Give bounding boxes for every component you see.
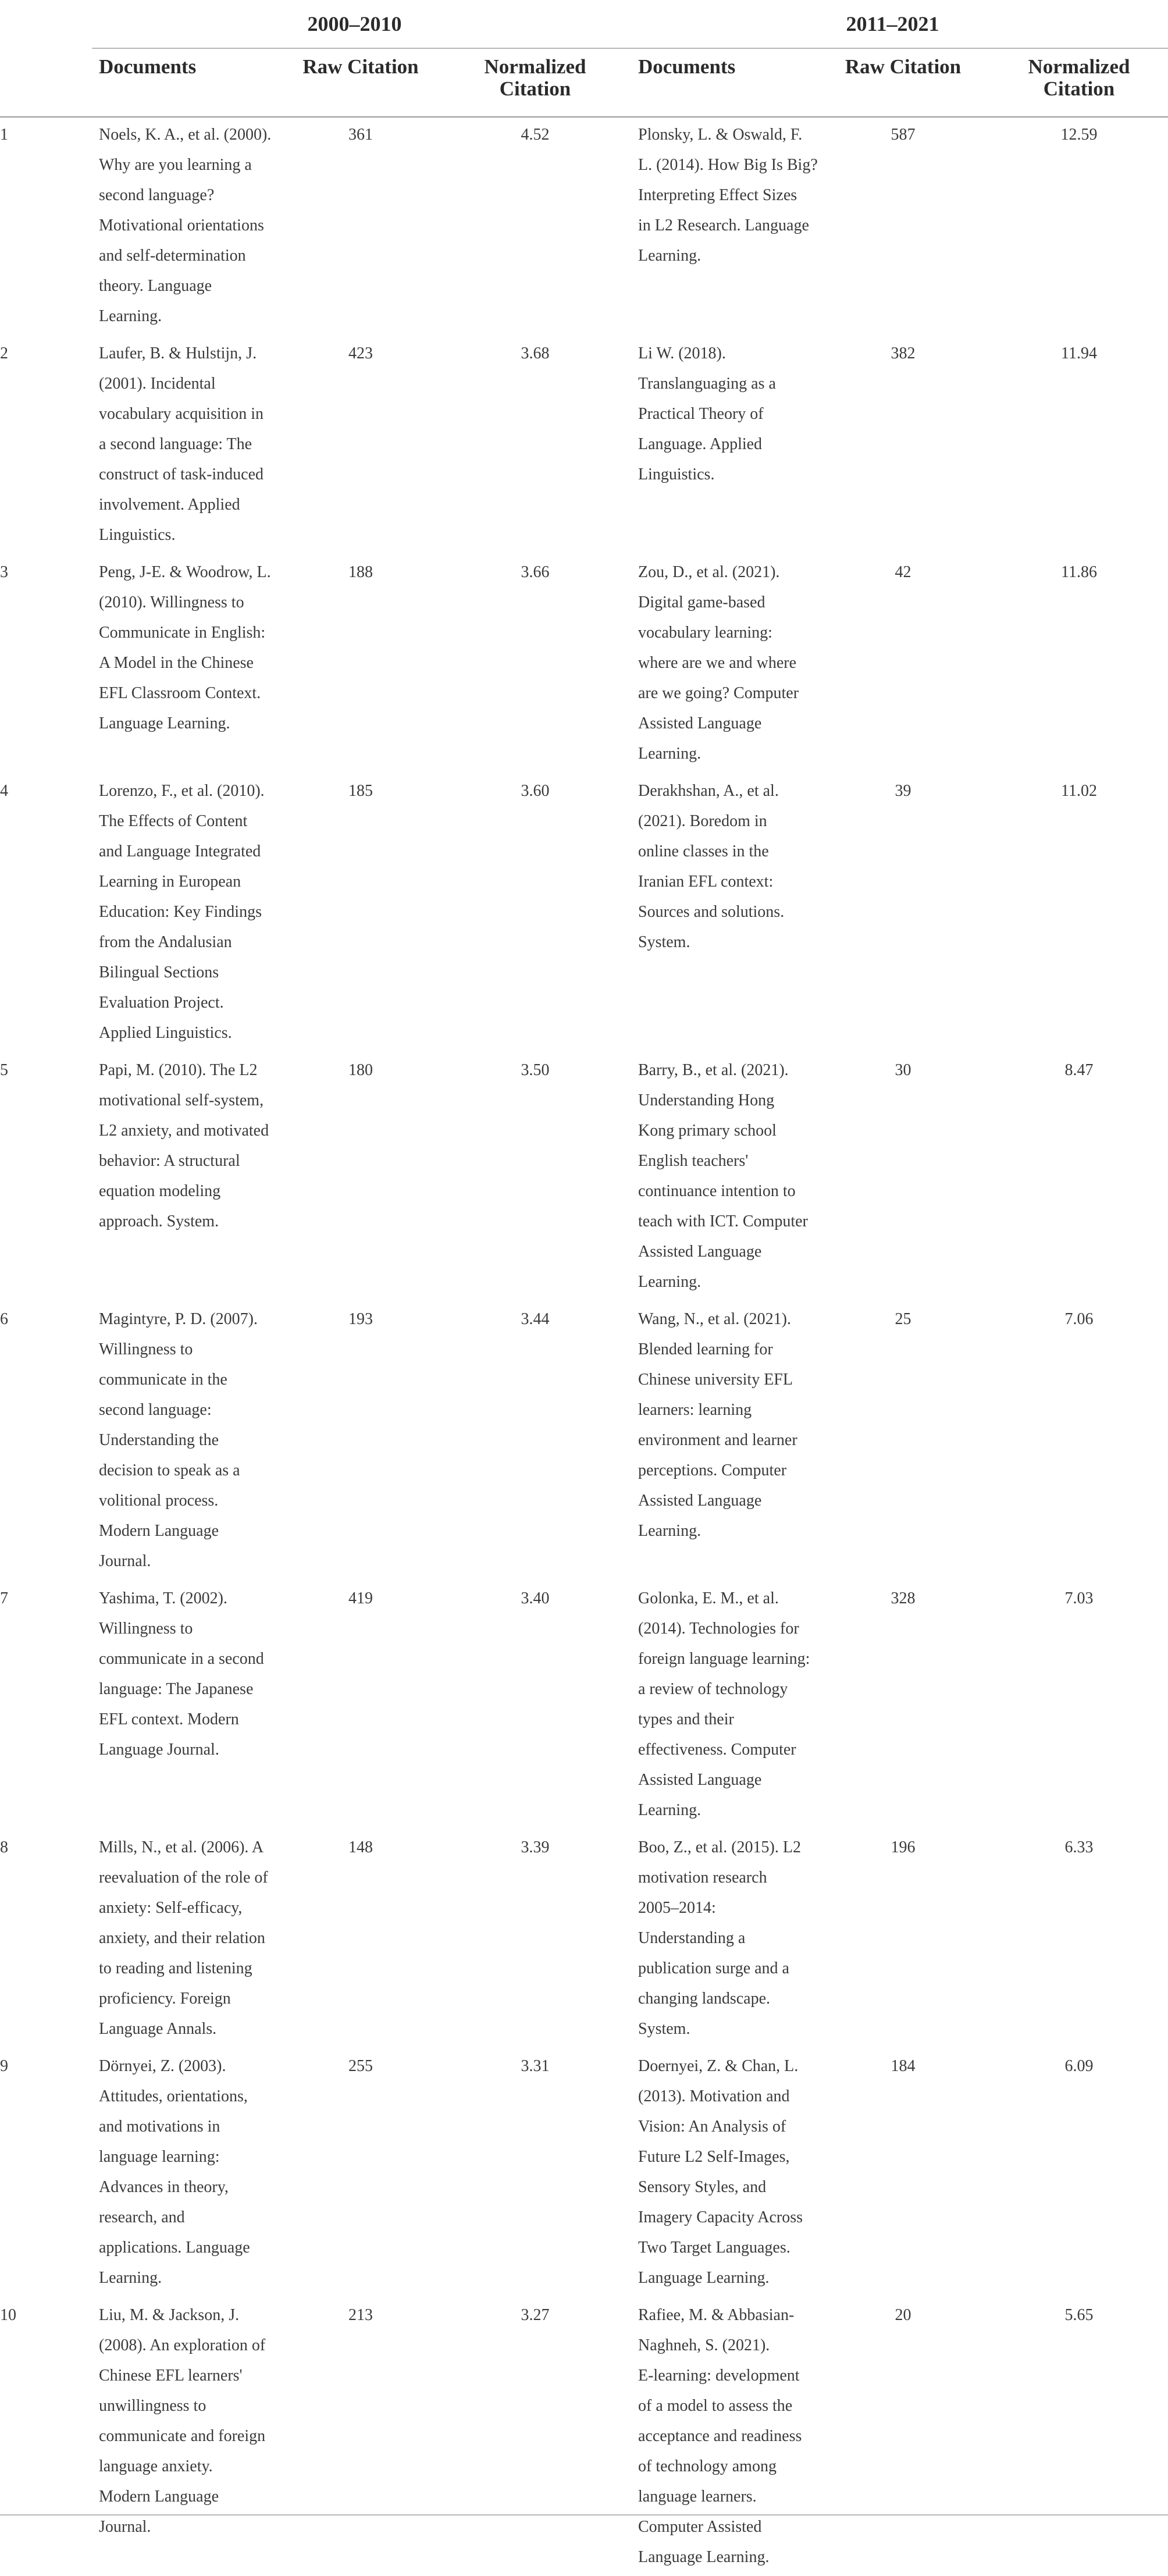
normalized-citation-cell-2011-2021: 5.65 [1064, 2306, 1094, 2324]
document-line: equation modeling [99, 1182, 221, 1200]
group-header-2011-2021: 2011–2021 [617, 0, 1168, 49]
table-bottom-rule [0, 2514, 1168, 2515]
document-line: Derakhshan, A., et al. [638, 782, 779, 800]
document-line: Two Target Languages. [638, 2239, 790, 2257]
document-line: volitional process. [99, 1492, 219, 1510]
document-line: Future L2 Self-Images, [638, 2148, 790, 2166]
table-row [0, 773, 1168, 1052]
document-line: Practical Theory of [638, 405, 764, 423]
document-line: anxiety, and their relation [99, 1929, 265, 1947]
document-line: Noels, K. A., et al. (2000). [99, 126, 272, 144]
document-line: of a model to assess the [638, 2397, 793, 2415]
document-line: System. [638, 933, 690, 951]
document-line: Language. Applied [638, 435, 763, 453]
document-line: language learning: [99, 2148, 220, 2166]
document-line: Attitudes, orientations, [99, 2087, 248, 2105]
document-line: applications. Language [99, 2239, 250, 2257]
table-row [0, 116, 1168, 335]
document-line: Doernyei, Z. & Chan, L. [638, 2057, 799, 2075]
document-line: (2010). Willingness to [99, 593, 244, 611]
document-cell-2000-2010 [99, 557, 302, 739]
normalized-citation-cell-2000-2010: 4.52 [521, 126, 550, 144]
normalized-citation-cell-2000-2010: 3.31 [521, 2057, 550, 2075]
document-cell-2000-2010 [99, 2300, 302, 2542]
document-line: acceptance and readiness [638, 2427, 802, 2445]
document-line: perceptions. Computer [638, 1461, 787, 1479]
document-line: Why are you learning a [99, 156, 252, 174]
document-line: language learners. [638, 2488, 757, 2506]
document-line: vocabulary learning: [638, 624, 772, 642]
document-line: foreign language learning: [638, 1650, 810, 1668]
document-line: Language Learning. [638, 2269, 770, 2287]
col-raw-left: Raw Citation [302, 55, 419, 78]
document-cell-2000-2010 [99, 2051, 302, 2293]
document-line: Translanguaging as a [638, 375, 776, 393]
document-cell-2011-2021 [638, 339, 830, 490]
document-line: approach. System. [99, 1212, 219, 1230]
document-line: Blended learning for [638, 1340, 773, 1358]
col-documents-right: Documents [638, 55, 736, 78]
normalized-citation-cell-2000-2010: 3.39 [521, 1838, 550, 1856]
document-line: proficiency. Foreign [99, 1990, 231, 2008]
document-line: motivational self-system, [99, 1091, 264, 1109]
document-line: Language Learning. [99, 714, 230, 732]
document-cell-2000-2010 [99, 339, 302, 550]
document-line: L2 anxiety, and motivated [99, 1122, 269, 1140]
document-line: Barry, B., et al. (2021). [638, 1061, 789, 1079]
document-line: Computer Assisted [638, 2518, 762, 2536]
document-line: Motivational orientations [99, 216, 264, 234]
document-line: communicate in a second [99, 1650, 264, 1668]
raw-citation-cell-2000-2010: 423 [348, 344, 373, 362]
document-line: involvement. Applied [99, 496, 240, 514]
document-line: Education: Key Findings [99, 903, 262, 921]
document-line: A Model in the Chinese [99, 654, 254, 672]
table-row [0, 1829, 1168, 2048]
document-line: The Effects of Content [99, 812, 248, 830]
table-row [0, 1301, 1168, 1580]
rank-cell: 6 [0, 1310, 8, 1328]
document-line: 2005–2014: [638, 1899, 716, 1917]
normalized-citation-cell-2011-2021: 6.33 [1064, 1838, 1094, 1856]
rank-cell: 8 [0, 1838, 8, 1856]
document-line: Wang, N., et al. (2021). [638, 1310, 791, 1328]
document-line: Li W. (2018). [638, 344, 726, 362]
document-line: Journal. [99, 2518, 151, 2536]
normalized-citation-cell-2011-2021: 12.59 [1060, 126, 1098, 144]
document-line: vocabulary acquisition in [99, 405, 264, 423]
document-line: Sensory Styles, and [638, 2178, 767, 2196]
column-header-row [0, 48, 1168, 118]
document-cell-2011-2021 [638, 1304, 830, 1546]
document-cell-2011-2021 [638, 2300, 830, 2573]
document-line: Yashima, T. (2002). [99, 1589, 227, 1607]
document-cell-2011-2021 [638, 1055, 830, 1297]
normalized-citation-cell-2011-2021: 11.86 [1061, 563, 1097, 581]
document-line: Golonka, E. M., et al. [638, 1589, 779, 1607]
rank-cell: 1 [0, 126, 8, 144]
document-cell-2000-2010 [99, 1304, 302, 1577]
document-line: a review of technology [638, 1680, 788, 1698]
document-line: Learning. [99, 2269, 162, 2287]
document-line: Zou, D., et al. (2021). [638, 563, 780, 581]
document-line: reevaluation of the role of [99, 1869, 268, 1887]
document-line: and motivations in [99, 2118, 220, 2136]
normalized-citation-cell-2000-2010: 3.66 [521, 563, 550, 581]
document-line: (2013). Motivation and [638, 2087, 790, 2105]
document-line: English teachers' [638, 1152, 749, 1170]
table-body [0, 116, 1168, 2576]
document-line: where are we and where [638, 654, 797, 672]
document-line: System. [638, 2020, 690, 2038]
raw-citation-cell-2011-2021: 196 [891, 1838, 916, 1856]
document-line: language: The Japanese [99, 1680, 254, 1698]
document-line: Naghneh, S. (2021). [638, 2336, 770, 2354]
normalized-citation-cell-2011-2021: 8.47 [1064, 1061, 1094, 1079]
document-line: (2021). Boredom in [638, 812, 767, 830]
document-line: Willingness to [99, 1620, 193, 1638]
document-line: continuance intention to [638, 1182, 796, 1200]
document-line: Linguistics. [99, 526, 176, 544]
normalized-citation-cell-2000-2010: 3.44 [521, 1310, 550, 1328]
normalized-citation-cell-2011-2021: 11.02 [1061, 782, 1097, 800]
document-line: Chinese EFL learners' [99, 2367, 243, 2385]
document-line: Liu, M. & Jackson, J. [99, 2306, 240, 2324]
document-line: anxiety: Self-efficacy, [99, 1899, 243, 1917]
normalized-citation-cell-2000-2010: 3.68 [521, 344, 550, 362]
col-raw-right: Raw Citation [845, 55, 962, 78]
raw-citation-cell-2011-2021: 42 [895, 563, 911, 581]
document-line: Journal. [99, 1552, 151, 1570]
document-line: decision to speak as a [99, 1461, 240, 1479]
document-line: publication surge and a [638, 1959, 789, 1977]
raw-citation-cell-2011-2021: 382 [891, 344, 916, 362]
raw-citation-cell-2011-2021: 25 [895, 1310, 911, 1328]
document-line: Modern Language [99, 1522, 219, 1540]
table-row [0, 554, 1168, 773]
raw-citation-cell-2011-2021: 587 [891, 126, 916, 144]
rank-cell: 10 [0, 2306, 16, 2324]
document-line: a second language: The [99, 435, 252, 453]
rank-cell: 9 [0, 2057, 8, 2075]
document-line: Language Journal. [99, 1741, 219, 1759]
document-cell-2011-2021 [638, 1584, 830, 1826]
document-line: Papi, M. (2010). The L2 [99, 1061, 258, 1079]
document-cell-2011-2021 [638, 557, 830, 769]
normalized-citation-cell-2000-2010: 3.27 [521, 2306, 550, 2324]
document-cell-2011-2021 [638, 776, 830, 958]
document-line: (2014). Technologies for [638, 1620, 799, 1638]
document-line: from the Andalusian [99, 933, 232, 951]
rank-cell: 5 [0, 1061, 8, 1079]
document-line: Learning. [638, 745, 701, 763]
document-line: Plonsky, L. & Oswald, F. [638, 126, 803, 144]
document-line: Language Annals. [99, 2020, 217, 2038]
document-line: communicate in the [99, 1371, 227, 1389]
normalized-citation-cell-2000-2010: 3.60 [521, 782, 550, 800]
document-line: Peng, J-E. & Woodrow, L. [99, 563, 271, 581]
document-line: Communicate in English: [99, 624, 266, 642]
document-line: theory. Language [99, 277, 212, 295]
document-line: Modern Language [99, 2488, 219, 2506]
raw-citation-cell-2000-2010: 193 [348, 1310, 373, 1328]
document-cell-2000-2010 [99, 120, 302, 332]
document-cell-2000-2010 [99, 1833, 302, 2044]
table-row [0, 2048, 1168, 2297]
rank-cell: 4 [0, 782, 8, 800]
document-line: L. (2014). How Big Is Big? [638, 156, 818, 174]
normalized-citation-cell-2000-2010: 3.50 [521, 1061, 550, 1079]
rank-cell: 3 [0, 563, 8, 581]
normalized-citation-cell-2011-2021: 6.09 [1064, 2057, 1094, 2075]
document-line: Assisted Language [638, 1771, 762, 1789]
document-line: Assisted Language [638, 1492, 762, 1510]
document-line: and Language Integrated [99, 842, 261, 860]
document-line: online classes in the [638, 842, 769, 860]
raw-citation-cell-2000-2010: 255 [348, 2057, 373, 2075]
document-line: EFL context. Modern [99, 1710, 239, 1728]
normalized-citation-cell-2011-2021: 7.03 [1064, 1589, 1094, 1607]
document-line: Willingness to [99, 1340, 193, 1358]
document-line: Rafiee, M. & Abbasian- [638, 2306, 795, 2324]
document-cell-2000-2010 [99, 1055, 302, 1237]
document-cell-2011-2021 [638, 2051, 830, 2293]
document-line: Sources and solutions. [638, 903, 785, 921]
document-line: behavior: A structural [99, 1152, 240, 1170]
document-line: Kong primary school [638, 1122, 777, 1140]
document-line: construct of task-induced [99, 465, 264, 483]
document-line: Assisted Language [638, 1243, 762, 1261]
group-header-2000-2010: 2000–2010 [92, 0, 617, 49]
document-cell-2011-2021 [638, 1833, 830, 2044]
document-line: to reading and listening [99, 1959, 252, 1977]
document-line: unwillingness to [99, 2397, 206, 2415]
normalized-citation-cell-2011-2021: 11.94 [1061, 344, 1097, 362]
document-line: E-learning: development [638, 2367, 800, 2385]
document-line: Mills, N., et al. (2006). A [99, 1838, 264, 1856]
document-line: Learning. [638, 1273, 701, 1291]
normalized-citation-cell-2011-2021: 7.06 [1064, 1310, 1094, 1328]
document-line: changing landscape. [638, 1990, 771, 2008]
raw-citation-cell-2000-2010: 148 [348, 1838, 373, 1856]
raw-citation-cell-2011-2021: 30 [895, 1061, 911, 1079]
document-cell-2011-2021 [638, 120, 830, 271]
document-line: environment and learner [638, 1431, 797, 1449]
document-line: research, and [99, 2208, 185, 2226]
document-line: Learning. [638, 247, 701, 265]
rank-cell: 2 [0, 344, 8, 362]
document-line: Imagery Capacity Across [638, 2208, 803, 2226]
table-row [0, 1052, 1168, 1301]
document-line: Magintyre, P. D. (2007). [99, 1310, 258, 1328]
document-line: (2008). An exploration of [99, 2336, 266, 2354]
document-line: Laufer, B. & Hulstijn, J. [99, 344, 257, 362]
raw-citation-cell-2000-2010: 213 [348, 2306, 373, 2324]
document-line: Vision: An Analysis of [638, 2118, 786, 2136]
document-line: second language: [99, 1401, 212, 1419]
raw-citation-cell-2011-2021: 39 [895, 782, 911, 800]
document-line: teach with ICT. Computer [638, 1212, 808, 1230]
document-line: (2001). Incidental [99, 375, 216, 393]
document-line: EFL Classroom Context. [99, 684, 261, 702]
table-row [0, 1580, 1168, 1829]
document-line: Digital game-based [638, 593, 765, 611]
document-line: Understanding Hong [638, 1091, 775, 1109]
document-line: motivation research [638, 1869, 767, 1887]
document-cell-2000-2010 [99, 776, 302, 1048]
normalized-citation-cell-2000-2010: 3.40 [521, 1589, 550, 1607]
document-line: Language Learning. [638, 2548, 770, 2566]
col-normalized-left: Normalized Citation [484, 55, 586, 100]
document-line: Applied Linguistics. [99, 1024, 232, 1042]
document-line: Evaluation Project. [99, 994, 224, 1012]
table-row [0, 335, 1168, 554]
raw-citation-cell-2000-2010: 188 [348, 563, 373, 581]
document-line: Learning. [638, 1522, 701, 1540]
raw-citation-cell-2000-2010: 185 [348, 782, 373, 800]
document-line: Boo, Z., et al. (2015). L2 [638, 1838, 801, 1856]
col-normalized-right: Normalized Citation [1028, 55, 1130, 100]
raw-citation-cell-2000-2010: 180 [348, 1061, 373, 1079]
document-line: learners: learning [638, 1401, 752, 1419]
document-line: Lorenzo, F., et al. (2010). [99, 782, 265, 800]
table-row [0, 2297, 1168, 2576]
document-line: Learning in European [99, 873, 241, 891]
col-documents-left: Documents [99, 55, 197, 78]
document-line: of technology among [638, 2457, 777, 2475]
raw-citation-cell-2011-2021: 328 [891, 1589, 916, 1607]
document-line: second language? [99, 186, 215, 204]
document-line: Dörnyei, Z. (2003). [99, 2057, 226, 2075]
document-line: Understanding a [638, 1929, 746, 1947]
raw-citation-cell-2011-2021: 20 [895, 2306, 911, 2324]
document-line: Iranian EFL context: [638, 873, 774, 891]
document-line: Assisted Language [638, 714, 762, 732]
document-line: Understanding the [99, 1431, 219, 1449]
document-line: are we going? Computer [638, 684, 799, 702]
raw-citation-cell-2000-2010: 419 [348, 1589, 373, 1607]
document-line: and self-determination [99, 247, 246, 265]
document-line: Learning. [638, 1801, 701, 1819]
document-cell-2000-2010 [99, 1584, 302, 1765]
document-line: Advances in theory, [99, 2178, 229, 2196]
document-line: communicate and foreign [99, 2427, 266, 2445]
rank-cell: 7 [0, 1589, 8, 1607]
document-line: Linguistics. [638, 465, 715, 483]
document-line: Interpreting Effect Sizes [638, 186, 797, 204]
raw-citation-cell-2011-2021: 184 [891, 2057, 916, 2075]
document-line: language anxiety. [99, 2457, 213, 2475]
raw-citation-cell-2000-2010: 361 [348, 126, 373, 144]
document-line: Bilingual Sections [99, 963, 219, 981]
document-line: in L2 Research. Language [638, 216, 809, 234]
document-line: Chinese university EFL [638, 1371, 793, 1389]
document-line: types and their [638, 1710, 734, 1728]
document-line: effectiveness. Computer [638, 1741, 796, 1759]
document-line: Learning. [99, 307, 162, 325]
